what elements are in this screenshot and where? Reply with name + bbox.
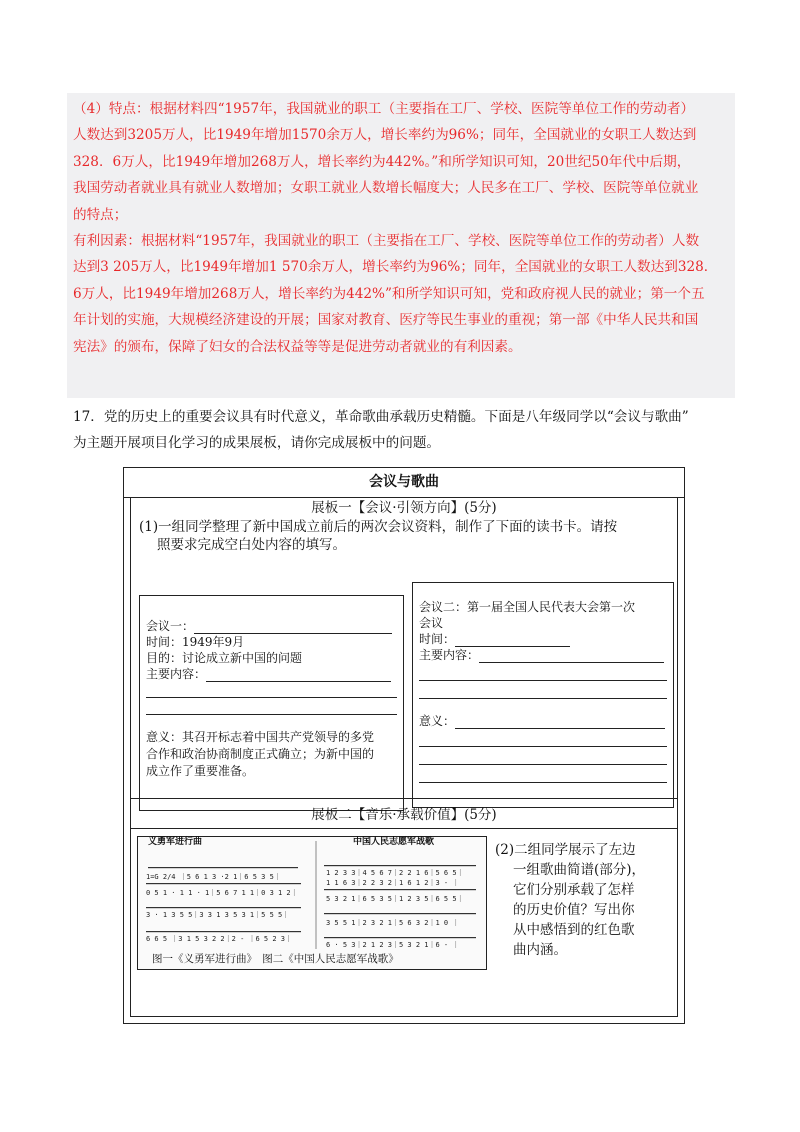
panel2-question — [495, 840, 673, 960]
card2-meaning-blank[interactable] — [455, 728, 665, 729]
card2-blank-line[interactable] — [419, 733, 667, 747]
card2-time-row — [419, 631, 667, 647]
card1-meeting-label: 会议一： — [146, 619, 195, 633]
card1-blank-line[interactable] — [146, 684, 397, 698]
card2-blank-line[interactable] — [419, 667, 667, 681]
card2-content-row — [419, 647, 667, 663]
card2-content-label: 主要内容： — [419, 648, 480, 662]
card1-blank-line[interactable] — [146, 701, 397, 715]
answer-line: 我国劳动者就业具有就业人数增加；女职工就业人数增长幅度大；人民多在工厂、学校、医院等单位就业 — [73, 180, 699, 197]
score-caption: 图一《义勇军进行曲》 图二《中国人民志愿军战歌》 — [152, 953, 399, 965]
panel1-heading: 展板一【会议·引领方向】(5分) — [311, 500, 497, 516]
card1-content-label: 主要内容： — [146, 667, 207, 681]
svg-text:3 5 5 1｜2 3 2 1｜5 6 3 2｜1 0 ｜: 3 5 5 1｜2 3 2 1｜5 6 3 2｜1 0 ｜ — [326, 919, 460, 927]
card2-time-label: 时间： — [419, 632, 456, 646]
svg-text:6 6 5 ｜3 1 5 3 2 2｜2 - ｜6 5 2: 6 6 5 ｜3 1 5 3 2 2｜2 - ｜6 5 2 3｜ — [146, 935, 293, 943]
answer-line: 达到3 205万人，比1949年增加1 570余万人，增长率约为96%；同年，全国就业的女职工人数达到328． — [73, 259, 718, 276]
svg-text:1 2 3 3｜4 5 6 7｜2 2 1 6｜5 6 5｜: 1 2 3 3｜4 5 6 7｜2 2 1 6｜5 6 5｜ — [326, 869, 464, 877]
reading-card-2 — [412, 582, 674, 808]
svg-text:1 1 6 3｜2 2 3 2｜1 6 1 2｜3 - ｜: 1 1 6 3｜2 2 3 2｜1 6 1 2｜3 - ｜ — [326, 879, 460, 887]
card2-blank-line[interactable] — [419, 769, 667, 783]
board-title: 会议与歌曲 — [124, 468, 684, 498]
music-score-graphic — [138, 837, 484, 967]
board-inner — [130, 497, 678, 1017]
svg-text:0 5 1 · 1 1 · 1｜5 6 7 1 1｜0 3: 0 5 1 · 1 1 · 1｜5 6 7 1 1｜0 3 1 2｜ — [146, 889, 298, 897]
score2-title: 中国人民志愿军战歌 — [353, 837, 435, 847]
panel2-question-line: 一组歌曲简谱(部分)， — [513, 862, 646, 878]
panel1-prompt-line: 照要求完成空白处内容的填写。 — [157, 537, 346, 553]
svg-text:3 · 1 3 5 5｜3 3 1 3 5 3 1｜5 5: 3 · 1 3 5 5｜3 3 1 3 5 3 1｜5 5 5｜ — [146, 911, 290, 919]
card1-meaning-line: 意义：其召开标志着中国共产党领导的多党 — [146, 730, 375, 744]
card1-meaning — [146, 729, 397, 780]
panel-separator — [131, 798, 677, 799]
card1-meaning-line: 合作和政治协商制度正式确立；为新中国的 — [146, 747, 375, 761]
music-score-figure — [137, 836, 487, 970]
question-line: 17．党的历史上的重要会议具有时代意义，革命歌曲承载历史精髓。下面是八年级同学以“会议与歌曲” — [73, 409, 689, 425]
question-17 — [73, 404, 743, 456]
card2-blank-line[interactable] — [419, 751, 667, 765]
card1-purpose: 目的：讨论成立新中国的问题 — [146, 651, 303, 665]
card1-meeting-row — [146, 618, 397, 634]
svg-text:1=G 2/4 ｜5 6 1 3 ·2 1｜6 5 3 5｜: 1=G 2/4 ｜5 6 1 3 ·2 1｜6 5 3 5｜ — [146, 873, 281, 881]
panel2-heading-line — [131, 828, 677, 829]
card2-meeting-line: 会议 — [419, 616, 444, 630]
panel1-prompt — [131, 518, 677, 554]
panel2-question-line: 从中感悟到的红色歌 — [513, 922, 635, 938]
answer-line: 有利因素：根据材料“1957年，我国就业的职工（主要指在工厂、学校、医院等单位工作的劳动者）人数 — [73, 233, 700, 250]
card1-content-row — [146, 666, 397, 682]
panel2-question-line: 曲内涵。 — [513, 942, 567, 958]
answer-line: 年计划的实施，大规模经济建设的开展；国家对教育、医疗等民生事业的重视；第一部《中华人民共和国 — [73, 312, 699, 329]
question-line: 为主题开展项目化学习的成果展板，请你完成展板中的问题。 — [73, 435, 441, 451]
answer-line: 328．6万人，比1949年增加268万人，增长率约为442%。”和所学知识可知，20世纪50年代中后期， — [73, 153, 691, 170]
svg-text:6 · 5 3｜2 1 2 3｜5 3 2 1｜6 - ｜: 6 · 5 3｜2 1 2 3｜5 3 2 1｜6 - ｜ — [326, 941, 460, 949]
svg-text:5 3 2 1｜6 5 3 5｜1 2 3 5｜6 5 5｜: 5 3 2 1｜6 5 3 5｜1 2 3 5｜6 5 5｜ — [326, 895, 464, 903]
card2-content-blank[interactable] — [479, 662, 664, 663]
panel2-heading: 展板二【音乐·承载价值】(5分) — [311, 807, 497, 823]
card1-time: 时间：1949年9月 — [146, 635, 245, 649]
panel2-question-line: 的历史价值？写出你 — [513, 902, 635, 918]
answer-line: 6万人，比1949年增加268万人，增长率约为442%”和所学知识可知，党和政府视人民的就业；第一个五 — [73, 285, 705, 302]
card1-meaning-line: 成立作了重要准备。 — [146, 764, 255, 778]
panel1-prompt-line: (1)一组同学整理了新中国成立前后的两次会议资料，制作了下面的读书卡。请按 — [139, 519, 618, 535]
card1-content-blank[interactable] — [206, 681, 391, 682]
panel2-question-line: (2)二组同学展示了左边 — [495, 842, 636, 858]
answer-line: 人数达到3205万人，比1949年增加1570余万人，增长率约为96%；同年，全国就业的女职工人数达到 — [73, 127, 697, 144]
card2-meaning-label: 意义： — [419, 714, 456, 728]
answer-line: （4）特点：根据材料四“1957年，我国就业的职工（主要指在工厂、学校、医院等单位工作的劳动者） — [73, 101, 695, 117]
card2-blank-line[interactable] — [419, 685, 667, 699]
exhibition-board — [123, 467, 685, 1024]
score1-title: 义勇军进行曲 — [148, 837, 203, 847]
panel2-question-line: 它们分别承载了怎样 — [513, 882, 635, 898]
card2-meaning-row — [419, 713, 667, 729]
answer-block — [67, 93, 735, 398]
answer-line: 宪法》的颁布，保障了妇女的合法权益等等是促进劳动者就业的有利因素。 — [73, 338, 522, 355]
reading-card-1 — [139, 595, 404, 811]
answer-line: 的特点； — [73, 206, 128, 223]
card2-meeting-line: 会议二：第一届全国人民代表大会第一次 — [419, 600, 636, 614]
